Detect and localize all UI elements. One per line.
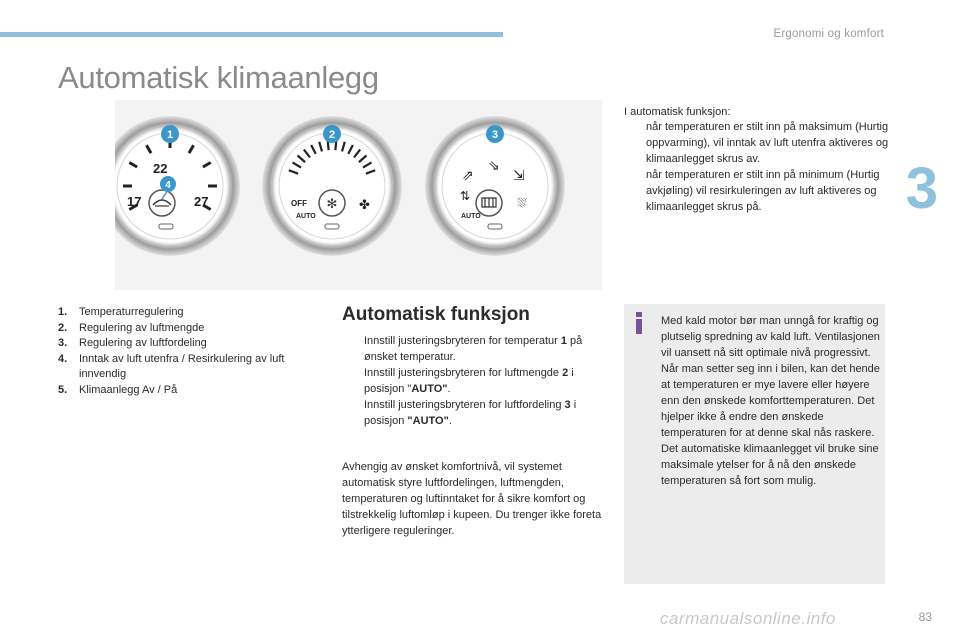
chapter-number: 3 — [905, 156, 938, 221]
vent-mixed-icon: ⇅ — [460, 189, 471, 203]
svg-text:3: 3 — [491, 129, 499, 141]
list-item: når temperaturen er stilt inn på minimum (Hurtig avkjøling) vil resirkuleringen av luft aktiveres og klimaanlegget skrus på. — [624, 167, 889, 215]
info-box — [624, 304, 885, 584]
bullet-icon — [624, 119, 646, 167]
svg-text:4: 4 — [165, 180, 171, 191]
svg-text:2: 2 — [328, 129, 336, 141]
off-label: OFF — [291, 199, 307, 208]
vent-body-icon: ⇘ — [488, 157, 500, 173]
fan-icon: ✤ — [359, 197, 370, 212]
header-accent-bar — [0, 32, 503, 37]
auto-label-dial3: AUTO — [461, 213, 481, 220]
page-title: Automatisk klimaanlegg — [58, 60, 379, 95]
auto-label-dial2: AUTO — [296, 213, 316, 220]
instruction-step: Innstill justeringsbryteren for temperatur 1 på ønsket temperatur. — [342, 334, 604, 365]
legend-item: 1. Temperaturregulering — [58, 306, 184, 318]
temp-high-label: 27 — [194, 194, 209, 209]
windshield-defrost-icon: ⛆ — [517, 196, 527, 210]
bullet-icon — [342, 334, 364, 365]
legend-item: 2. Regulering av luftmengde — [58, 321, 205, 334]
callout-3 — [486, 125, 504, 143]
auto-description: Avhengig av ønsket komfortnivå, vil systemet automatisk styre luftfordelingen, luftmengden, temperaturen og luftinntaket for å sikre komfort og tilstrekkelig luftomløp i kupeen. Du trenger ikke foreta ytterligere reguleringer. — [342, 461, 602, 537]
watermark: carmanualsonline.info — [660, 609, 836, 628]
section-header: Ergonomi og komfort — [773, 28, 884, 40]
callout-2 — [323, 125, 341, 143]
auto-mode-intro: I automatisk funksjon: — [624, 106, 731, 118]
temp-low-label: 17 — [127, 194, 142, 209]
svg-text:1: 1 — [166, 129, 174, 141]
instruction-steps — [342, 334, 604, 430]
page-number: 83 — [918, 610, 932, 624]
bullet-icon — [342, 366, 364, 397]
legend-item: 4. Inntak av luft utenfra / Resirkulering av luft innvendig — [58, 352, 285, 380]
legend-item: 5. Klimaanlegg Av / På — [58, 383, 178, 396]
legend-list — [58, 305, 320, 398]
info-text: Med kald motor bør man unngå for kraftig og plutselig spredning av kald luft. Ventilasjonen vil uansett nå sitt optimale nivå progressivt. Når man setter seg inn i bilen, kan det hende at temperaturen er mye lavere eller høyere enn den ønskede komforttemperaturen. Det hjelper ikke å endre den ønskede temperaturen for at denne skal nås raskere. Det automatiske klimaanlegget vil bruke sine maksimale ytelser for å nå den ønskede temperaturen så fort som mulig. — [661, 315, 880, 487]
climate-control-figure — [115, 100, 602, 290]
instruction-step: Innstill justeringsbryteren for luftfordeling 3 i posisjon "AUTO". — [342, 398, 604, 429]
bullet-icon — [342, 398, 364, 429]
legend-item: 3. Regulering av luftfordeling — [58, 337, 207, 349]
vent-feet-icon: ⇲ — [513, 167, 525, 183]
vent-face-icon: ⇗ — [462, 167, 474, 183]
list-item: når temperaturen er stilt inn på maksimum (Hurtig oppvarming), vil inntak av luft utenfra aktiveres og klimaanlegget skrus av. — [624, 119, 889, 167]
instruction-step: Innstill justeringsbryteren for luftmengde 2 i posisjon "AUTO". — [342, 366, 604, 397]
info-icon — [632, 312, 647, 334]
bullet-icon — [624, 167, 646, 215]
auto-mode-list — [624, 119, 889, 215]
ac-snowflake-icon: ✻ — [326, 196, 338, 211]
temp-mid-label: 22 — [153, 161, 168, 176]
section-heading: Automatisk funksjon — [342, 304, 530, 325]
callout-1 — [161, 125, 179, 143]
